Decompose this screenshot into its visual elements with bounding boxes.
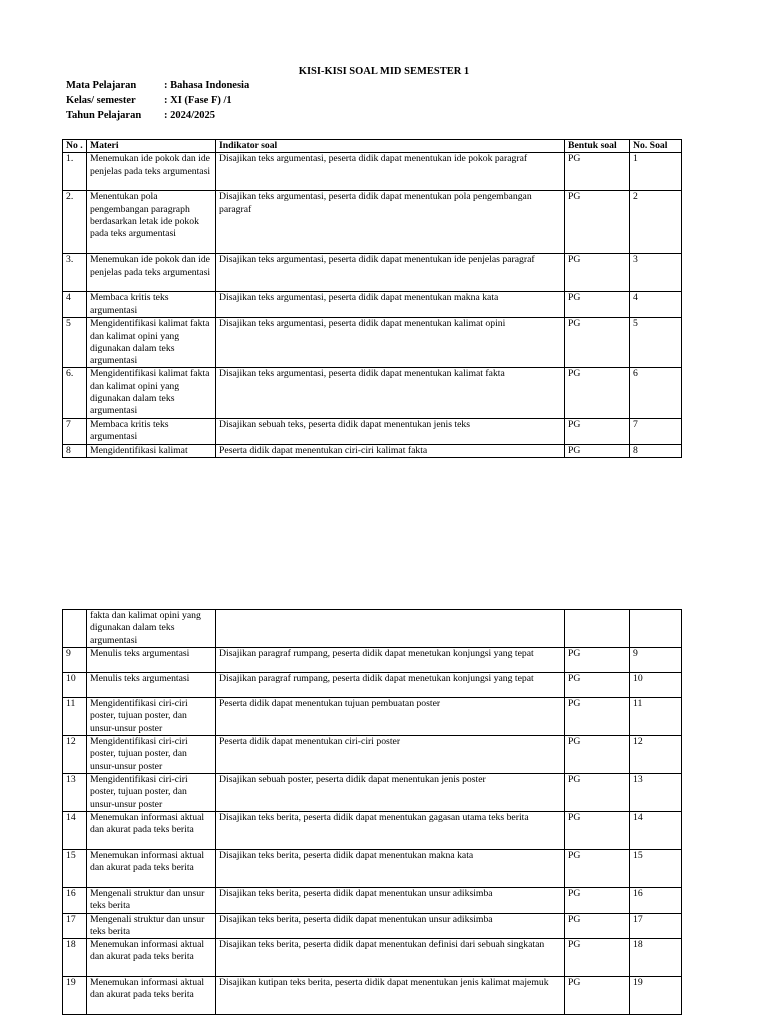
cell-bentuk: PG <box>565 254 630 292</box>
cell-materi: Mengidentifikasi ciri-ciri poster, tujuan poster, dan unsur-unsur poster <box>87 698 216 736</box>
cell-bentuk: PG <box>565 292 630 318</box>
cell-nosoal: 2 <box>630 191 682 254</box>
cell-nosoal: 19 <box>630 977 682 1015</box>
cell-no: 6. <box>63 368 87 418</box>
cell-no: 4 <box>63 292 87 318</box>
cell-nosoal: 18 <box>630 939 682 977</box>
cell-bentuk: PG <box>565 736 630 774</box>
cell-indikator: Disajikan teks argumentasi, peserta didik dapat menentukan ide pokok paragraf <box>216 153 565 191</box>
cell-no: 2. <box>63 191 87 254</box>
cell-indikator: Disajikan kutipan teks berita, peserta didik dapat menentukan jenis kalimat majemuk <box>216 977 565 1015</box>
cell-no: 13 <box>63 774 87 812</box>
cell-no: 11 <box>63 698 87 736</box>
meta-value: : XI (Fase F) /1 <box>164 95 232 106</box>
table-body <box>63 153 682 458</box>
cell-bentuk: PG <box>565 368 630 418</box>
cell-nosoal: 5 <box>630 318 682 368</box>
cell-no: 18 <box>63 939 87 977</box>
cell-materi: Mengidentifikasi kalimat fakta dan kalimat opini yang digunakan dalam teks argumentasi <box>87 368 216 418</box>
cell-no: 3. <box>63 254 87 292</box>
cell-bentuk: PG <box>565 850 630 888</box>
table-row <box>63 939 682 977</box>
cell-bentuk: PG <box>565 888 630 914</box>
cell-bentuk: PG <box>565 977 630 1015</box>
cell-indikator: Disajikan paragraf rumpang, peserta didik dapat menetukan konjungsi yang tepat <box>216 648 565 673</box>
cell-indikator: Disajikan sebuah poster, peserta didik dapat menentukan jenis poster <box>216 774 565 812</box>
cell-bentuk: PG <box>565 318 630 368</box>
cell-nosoal: 12 <box>630 736 682 774</box>
meta-key: Tahun Pelajaran <box>66 110 142 121</box>
cell-materi: Mengidentifikasi kalimat fakta dan kalimat opini yang digunakan dalam teks argumentasi <box>87 318 216 368</box>
cell-indikator: Disajikan teks argumentasi, peserta didik dapat menentukan makna kata <box>216 292 565 318</box>
cell-nosoal: 6 <box>630 368 682 418</box>
table-row <box>63 736 682 774</box>
cell-indikator: Disajikan teks berita, peserta didik dapat menentukan makna kata <box>216 850 565 888</box>
cell-indikator: Peserta didik dapat menentukan ciri-ciri poster <box>216 736 565 774</box>
cell-bentuk: PG <box>565 153 630 191</box>
cell-indikator: Disajikan teks argumentasi, peserta didik dapat menentukan ide penjelas paragraf <box>216 254 565 292</box>
table-row <box>63 812 682 850</box>
cell-no: 14 <box>63 812 87 850</box>
cell-no: 1. <box>63 153 87 191</box>
cell-indikator: Disajikan teks argumentasi, peserta didik dapat menentukan kalimat opini <box>216 318 565 368</box>
table-row <box>63 153 682 191</box>
cell-indikator: Peserta didik dapat menentukan ciri-ciri kalimat fakta <box>216 444 565 457</box>
cell-indikator: Disajikan teks berita, peserta didik dapat menentukan unsur adiksimba <box>216 888 565 914</box>
table-row <box>63 292 682 318</box>
header-bentuk: Bentuk soal <box>565 140 630 153</box>
table-body <box>63 610 682 1015</box>
cell-materi: Menemukan informasi aktual dan akurat pada teks berita <box>87 812 216 850</box>
cell-nosoal: 14 <box>630 812 682 850</box>
cell-bentuk: PG <box>565 913 630 939</box>
cell-nosoal: 15 <box>630 850 682 888</box>
cell-nosoal: 9 <box>630 648 682 673</box>
cell-materi: Mengidentifikasi kalimat <box>87 444 216 457</box>
cell-no: 10 <box>63 673 87 698</box>
table-row <box>63 888 682 914</box>
meta-key: Kelas/ semester <box>66 95 136 106</box>
cell-bentuk: PG <box>565 939 630 977</box>
cell-no: 15 <box>63 850 87 888</box>
cell-materi: Mengenali struktur dan unsur teks berita <box>87 913 216 939</box>
cell-materi: Mengidentifikasi ciri-ciri poster, tujuan poster, dan unsur-unsur poster <box>87 736 216 774</box>
cell-no: 7 <box>63 418 87 444</box>
cell-nosoal: 17 <box>630 913 682 939</box>
cell-nosoal: 13 <box>630 774 682 812</box>
table-row <box>63 673 682 698</box>
cell-materi: Menemukan ide pokok dan ide penjelas pada teks argumentasi <box>87 153 216 191</box>
kisi-table-page-1 <box>62 139 682 458</box>
cell-indikator: Disajikan paragraf rumpang, peserta didik dapat menetukan konjungsi yang tepat <box>216 673 565 698</box>
cell-nosoal: 8 <box>630 444 682 457</box>
cell-indikator <box>216 610 565 648</box>
table-row <box>63 610 682 648</box>
cell-bentuk: PG <box>565 648 630 673</box>
cell-indikator: Disajikan sebuah teks, peserta didik dapat menentukan jenis teks <box>216 418 565 444</box>
cell-materi: Menemukan ide pokok dan ide penjelas pada teks argumentasi <box>87 254 216 292</box>
table-row <box>63 850 682 888</box>
cell-nosoal: 16 <box>630 888 682 914</box>
table-row <box>63 444 682 457</box>
cell-materi: Menemukan informasi aktual dan akurat pada teks berita <box>87 939 216 977</box>
cell-no <box>63 610 87 648</box>
cell-materi: Menentukan pola pengembangan paragraph berdasarkan letak ide pokok pada teks argumentasi <box>87 191 216 254</box>
table-row <box>63 318 682 368</box>
cell-indikator: Disajikan teks berita, peserta didik dapat menentukan unsur adiksimba <box>216 913 565 939</box>
cell-no: 17 <box>63 913 87 939</box>
cell-bentuk: PG <box>565 673 630 698</box>
table-row <box>63 368 682 418</box>
kisi-table-page-2 <box>62 609 682 1015</box>
meta-row-class <box>66 95 232 106</box>
cell-bentuk: PG <box>565 444 630 457</box>
cell-indikator: Peserta didik dapat menentukan tujuan pembuatan poster <box>216 698 565 736</box>
cell-materi: Membaca kritis teks argumentasi <box>87 418 216 444</box>
cell-no: 12 <box>63 736 87 774</box>
table-row <box>63 977 682 1015</box>
cell-bentuk: PG <box>565 812 630 850</box>
cell-nosoal: 3 <box>630 254 682 292</box>
cell-materi: Menulis teks argumentasi <box>87 648 216 673</box>
cell-nosoal: 1 <box>630 153 682 191</box>
cell-no: 16 <box>63 888 87 914</box>
header-no-soal: No. Soal <box>630 140 682 153</box>
table-row <box>63 418 682 444</box>
table-row <box>63 191 682 254</box>
cell-bentuk: PG <box>565 191 630 254</box>
meta-row-year <box>66 110 215 121</box>
cell-bentuk: PG <box>565 698 630 736</box>
header-indikator: Indikator soal <box>216 140 565 153</box>
cell-indikator: Disajikan teks argumentasi, peserta didik dapat menentukan kalimat fakta <box>216 368 565 418</box>
header-materi: Materi <box>87 140 216 153</box>
cell-nosoal: 10 <box>630 673 682 698</box>
meta-value: : Bahasa Indonesia <box>164 80 250 91</box>
cell-indikator: Disajikan teks berita, peserta didik dapat menentukan definisi dari sebuah singkatan <box>216 939 565 977</box>
table-row <box>63 254 682 292</box>
cell-materi: Membaca kritis teks argumentasi <box>87 292 216 318</box>
cell-nosoal: 4 <box>630 292 682 318</box>
cell-no: 5 <box>63 318 87 368</box>
cell-indikator: Disajikan teks berita, peserta didik dapat menentukan gagasan utama teks berita <box>216 812 565 850</box>
table-header-row <box>63 140 682 153</box>
cell-no: 8 <box>63 444 87 457</box>
cell-bentuk: PG <box>565 418 630 444</box>
cell-indikator: Disajikan teks argumentasi, peserta didik dapat menentukan pola pengembangan paragraf <box>216 191 565 254</box>
meta-row-subject <box>66 80 249 91</box>
cell-nosoal: 7 <box>630 418 682 444</box>
header-no: No . <box>63 140 87 153</box>
cell-materi: Menemukan informasi aktual dan akurat pada teks berita <box>87 977 216 1015</box>
meta-value: : 2024/2025 <box>164 110 216 121</box>
meta-key: Mata Pelajaran <box>66 80 137 91</box>
cell-materi: Menemukan informasi aktual dan akurat pada teks berita <box>87 850 216 888</box>
table-row <box>63 913 682 939</box>
cell-bentuk: PG <box>565 774 630 812</box>
cell-materi: Menulis teks argumentasi <box>87 673 216 698</box>
cell-bentuk <box>565 610 630 648</box>
cell-materi: Mengidentifikasi ciri-ciri poster, tujuan poster, dan unsur-unsur poster <box>87 774 216 812</box>
cell-no: 19 <box>63 977 87 1015</box>
table-row <box>63 698 682 736</box>
table-row <box>63 648 682 673</box>
cell-no: 9 <box>63 648 87 673</box>
table-row <box>63 774 682 812</box>
cell-nosoal: 11 <box>630 698 682 736</box>
document-title: KISI-KISI SOAL MID SEMESTER 1 <box>298 66 470 77</box>
cell-materi: fakta dan kalimat opini yang digunakan dalam teks argumentasi <box>87 610 216 648</box>
cell-materi: Mengenali struktur dan unsur teks berita <box>87 888 216 914</box>
cell-nosoal <box>630 610 682 648</box>
